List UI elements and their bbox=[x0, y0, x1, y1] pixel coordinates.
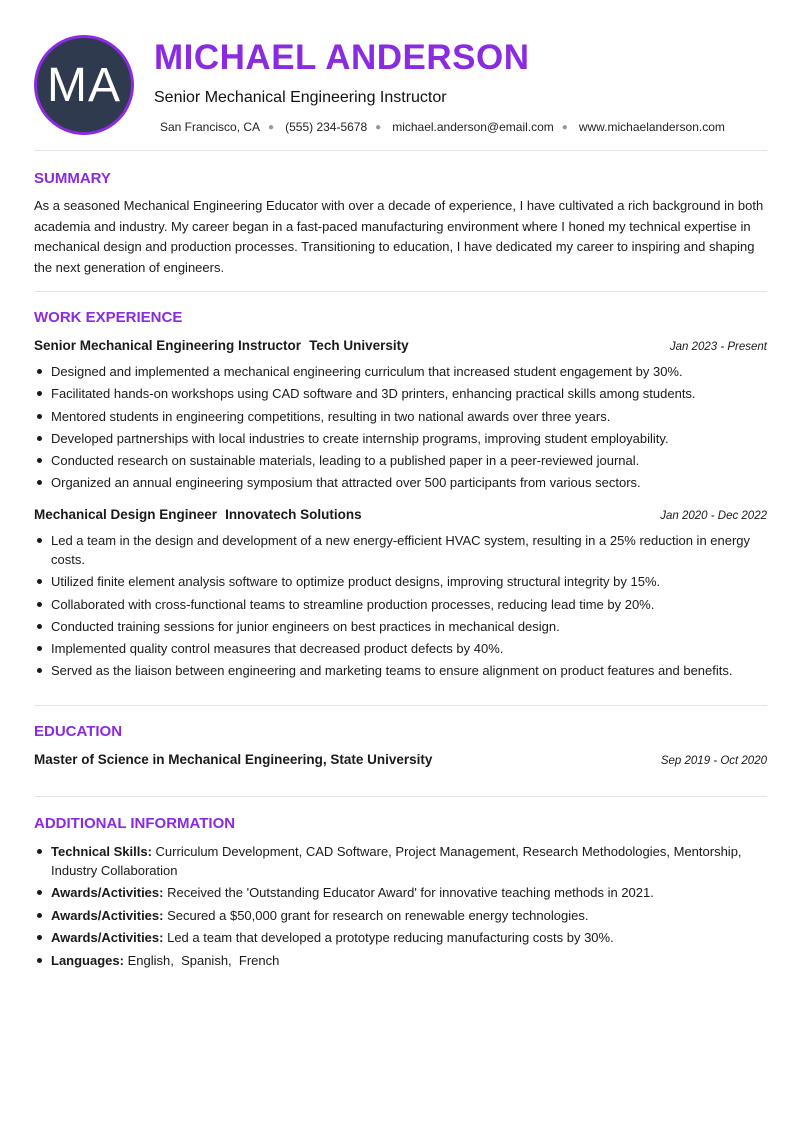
list-item: Developed partnerships with local industries to create internship programs, improving student employability. bbox=[34, 429, 767, 448]
list-item: Organized an annual engineering symposium that attracted over 500 participants from various sectors. bbox=[34, 473, 767, 492]
section-title-experience: WORK EXPERIENCE bbox=[34, 309, 183, 326]
job-bullets bbox=[34, 362, 767, 496]
item-label: Awards/Activities: bbox=[51, 885, 164, 901]
separator-dot-icon: ● bbox=[268, 121, 275, 133]
list-item: Mentored students in engineering competitions, resulting in two national awards over three years. bbox=[34, 407, 767, 426]
job-dates: Jan 2020 - Dec 2022 bbox=[660, 510, 767, 522]
contact-line bbox=[160, 120, 725, 134]
section-title-additional: ADDITIONAL INFORMATION bbox=[34, 815, 236, 832]
list-item bbox=[34, 951, 767, 970]
summary-text: As a seasoned Mechanical Engineering Educator with over a decade of experience, I have cultivated a rich background in both academia and industry. My career began in a fast-paced manufacturing environment where I honed my technical expertise in mechanical design and production processes. Transitioning to education, I have dedicated my career to inspiring and shaping the next generation of engineers. bbox=[34, 198, 764, 275]
list-item bbox=[34, 906, 767, 925]
list-item: Implemented quality control measures that decreased product defects by 40%. bbox=[34, 639, 767, 658]
divider bbox=[34, 150, 767, 151]
list-item: Designed and implemented a mechanical engineering curriculum that increased student engagement by 30%. bbox=[34, 362, 767, 381]
job-title: Mechanical Design Engineer bbox=[34, 507, 218, 522]
item-label: Awards/Activities: bbox=[51, 929, 164, 945]
contact-location: San Francisco, CA bbox=[160, 120, 261, 134]
education-degree: Master of Science in Mechanical Engineering, State University bbox=[34, 752, 433, 767]
list-item: Utilized finite element analysis software to optimize product designs, improving structural integrity by 15%. bbox=[34, 572, 767, 591]
additional-list bbox=[34, 842, 767, 973]
item-text: Secured a $50,000 grant for research on renewable energy technologies. bbox=[167, 907, 589, 923]
list-item: Conducted training sessions for junior engineers on best practices in mechanical design. bbox=[34, 617, 767, 636]
list-item: Facilitated hands-on workshops using CAD software and 3D printers, enhancing practical skills among students. bbox=[34, 384, 767, 403]
item-text: Curriculum Development, CAD Software, Project Management, Research Methodologies, Mentorship, Industry Collaboration bbox=[51, 844, 742, 878]
avatar-initials: MA bbox=[47, 58, 121, 112]
education-entry bbox=[34, 752, 767, 767]
avatar bbox=[34, 35, 134, 135]
candidate-role: Senior Mechanical Engineering Instructor bbox=[154, 89, 447, 106]
job-header bbox=[34, 507, 767, 522]
section-title-education: EDUCATION bbox=[34, 723, 123, 740]
contact-phone[interactable]: (555) 234-5678 bbox=[285, 120, 368, 134]
list-item: Served as the liaison between engineering and marketing teams to ensure alignment on product features and benefits. bbox=[34, 661, 767, 680]
separator-dot-icon: ● bbox=[375, 121, 382, 133]
divider bbox=[34, 705, 767, 706]
list-item bbox=[34, 928, 767, 947]
job-title: Senior Mechanical Engineering Instructor bbox=[34, 338, 302, 353]
list-item: Led a team in the design and development of a new energy-efficient HVAC system, resulting in a 25% reduction in energy costs. bbox=[34, 531, 767, 569]
item-label: Awards/Activities: bbox=[51, 907, 164, 923]
job-company: Innovatech Solutions bbox=[225, 507, 362, 522]
divider bbox=[34, 796, 767, 797]
item-text: English, Spanish, French bbox=[127, 952, 280, 968]
list-item: Conducted research on sustainable materials, leading to a published paper in a peer-reviewed journal. bbox=[34, 451, 767, 470]
separator-dot-icon: ● bbox=[561, 121, 568, 133]
list-item: Collaborated with cross-functional teams to streamline production processes, reducing lead time by 20%. bbox=[34, 595, 767, 614]
item-label: Technical Skills: bbox=[51, 844, 152, 859]
section-title-summary: SUMMARY bbox=[34, 170, 111, 187]
contact-email[interactable]: michael.anderson@email.com bbox=[392, 120, 554, 134]
candidate-name: MICHAEL ANDERSON bbox=[154, 38, 530, 77]
divider bbox=[34, 291, 767, 292]
job-dates: Jan 2023 - Present bbox=[669, 341, 767, 353]
education-dates: Sep 2019 - Oct 2020 bbox=[660, 755, 767, 767]
job-company: Tech University bbox=[309, 338, 409, 353]
list-item bbox=[34, 883, 767, 902]
item-label: Languages: bbox=[51, 952, 124, 968]
item-text: Led a team that developed a prototype reducing manufacturing costs by 30%. bbox=[167, 929, 614, 945]
contact-website[interactable]: www.michaelanderson.com bbox=[578, 120, 725, 134]
item-text: Received the 'Outstanding Educator Award' for innovative teaching methods in 2021. bbox=[167, 885, 654, 901]
list-item bbox=[34, 842, 767, 880]
job-bullets bbox=[34, 531, 767, 684]
job-header bbox=[34, 338, 767, 353]
